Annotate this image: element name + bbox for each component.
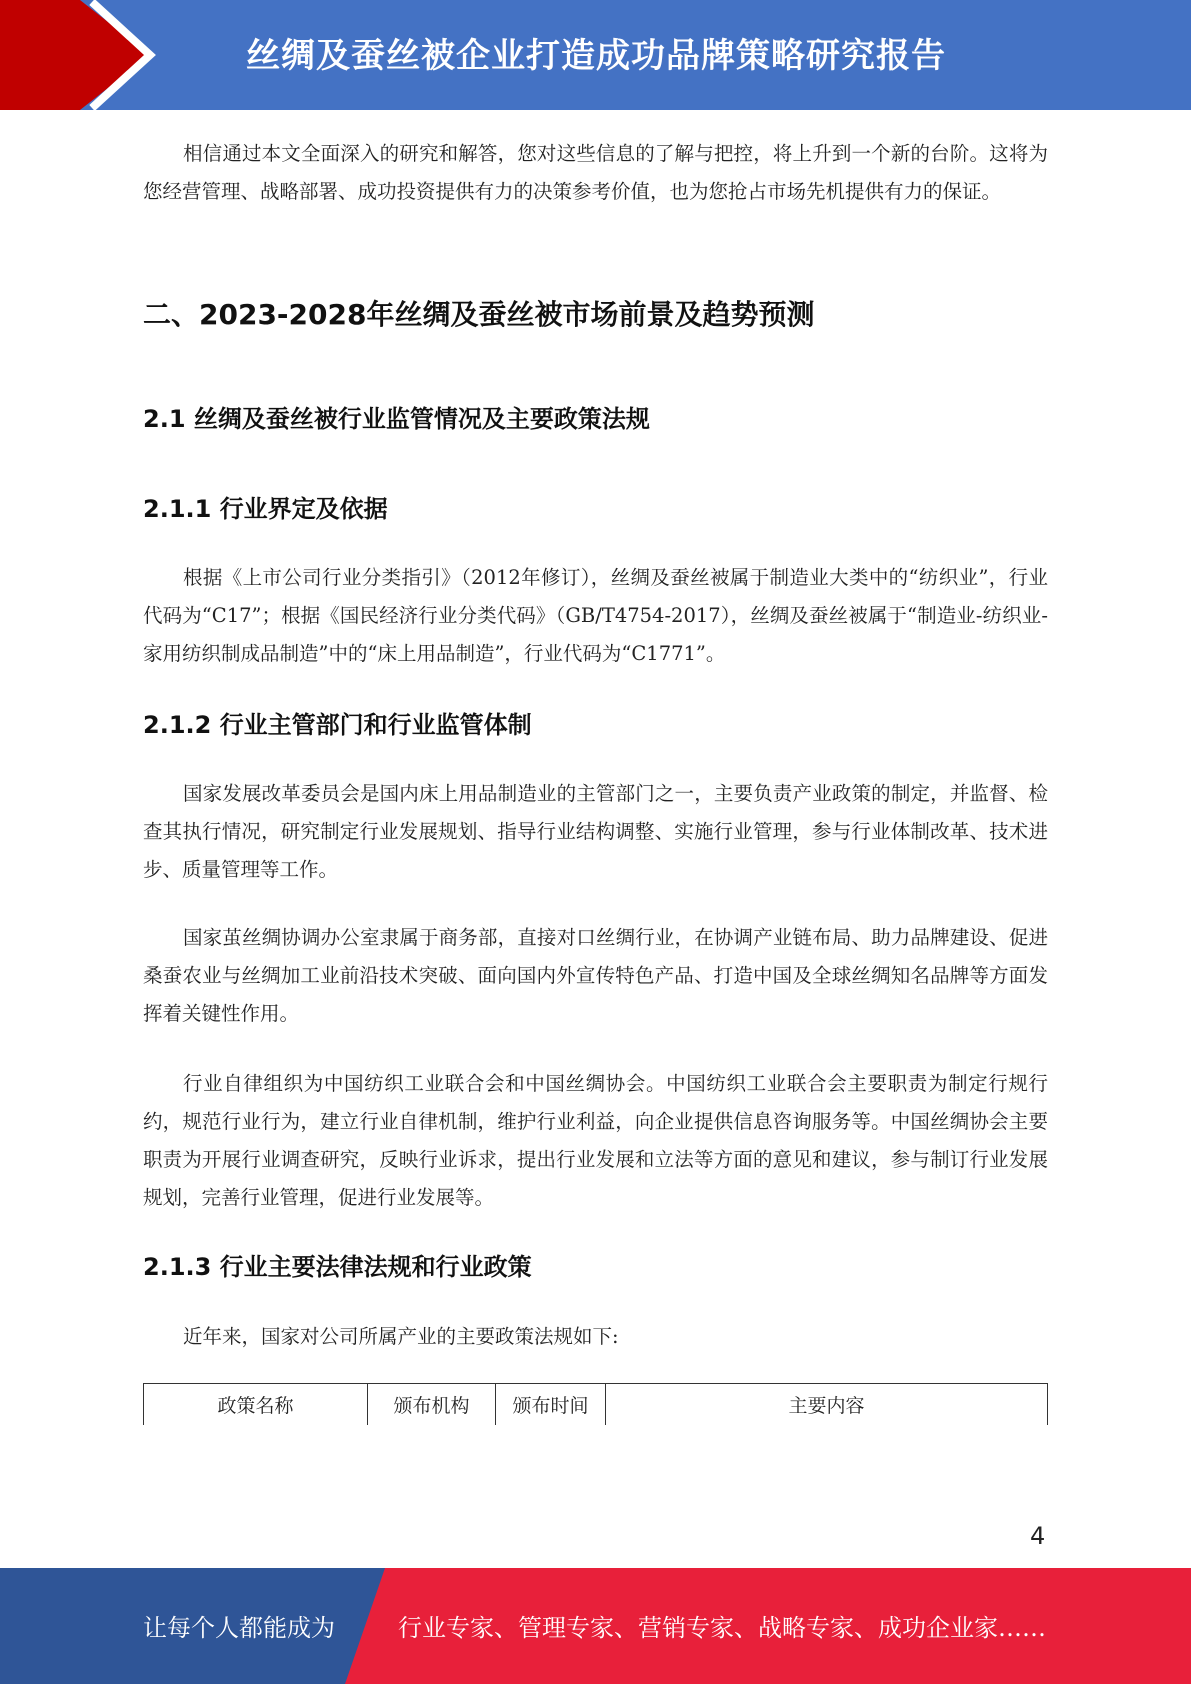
paragraph-2-1-2-b: 国家茧丝绸协调办公室隶属于商务部，直接对口丝绸行业，在协调产业链布局、助力品牌建设、促进桑蚕农业与丝绸加工业前沿技术突破、面向国内外宣传特色产品、打造中国及全球丝绸知名品牌等方面发挥着关键性作用。 xyxy=(143,926,1048,1025)
table-header-cell: 主要内容 xyxy=(606,1384,1048,1426)
paragraph-2-1-3: 近年来，国家对公司所属产业的主要政策法规如下: xyxy=(183,1325,619,1348)
policy-table-wrapper xyxy=(143,1383,1048,1425)
paragraph-2-1-1: 根据《上市公司行业分类指引》（2012年修订），丝绸及蚕丝被属于制造业大类中的“纺织业”，行业代码为“C17”；根据《国民经济行业分类代码》（GB/T4754-2017），丝绸及蚕丝被属于“制造业-纺织业-家用纺织制成品制造”中的“床上用品制造”，行业代码为“C1771”。 xyxy=(143,566,1048,665)
table-header-cell: 颁布时间 xyxy=(496,1384,606,1426)
header-title: 丝绸及蚕丝被企业打造成功品牌策略研究报告 xyxy=(246,36,946,76)
subsection-title-2-1-2: 2.1.2 行业主管部门和行业监管体制 xyxy=(143,711,532,739)
page-number: 4 xyxy=(1030,1522,1046,1550)
policy-table xyxy=(143,1383,1048,1425)
intro-paragraph: 相信通过本文全面深入的研究和解答，您对这些信息的了解与把控，将上升到一个新的台阶。这将为您经营管理、战略部署、成功投资提供有力的决策参考价值，也为您抢占市场先机提供有力的保证。 xyxy=(143,142,1048,203)
section-title: 二、2023-2028年丝绸及蚕丝被市场前景及趋势预测 xyxy=(143,298,815,331)
subsection-title-2-1-1: 2.1.1 行业界定及依据 xyxy=(143,495,388,523)
paragraph-2-1-2-c: 行业自律组织为中国纺织工业联合会和中国丝绸协会。中国纺织工业联合会主要职责为制定行规行约，规范行业行为，建立行业自律机制，维护行业利益，向企业提供信息咨询服务等。中国丝绸协会主要职责为开展行业调查研究，反映行业诉求，提出行业发展和立法等方面的意见和建议，参与制订行业发展规划，完善行业管理，促进行业发展等。 xyxy=(143,1072,1048,1209)
subsection-title-2-1-3: 2.1.3 行业主要法律法规和行业政策 xyxy=(143,1253,532,1281)
paragraph-2-1-2-a: 国家发展改革委员会是国内床上用品制造业的主管部门之一，主要负责产业政策的制定，并监督、检查其执行情况，研究制定行业发展规划、指导行业结构调整、实施行业管理，参与行业体制改革、技术进步、质量管理等工作。 xyxy=(143,782,1048,881)
table-header-cell: 颁布机构 xyxy=(368,1384,496,1426)
page-footer xyxy=(0,1568,1191,1684)
table-header-row xyxy=(144,1384,1048,1426)
header-chevron-decoration xyxy=(0,0,260,110)
subsection-title-2-1: 2.1 丝绸及蚕丝被行业监管情况及主要政策法规 xyxy=(143,405,650,433)
footer-right-text: 行业专家、管理专家、营销专家、战略专家、成功企业家…… xyxy=(398,1614,1046,1642)
footer-left-text: 让每个人都能成为 xyxy=(143,1614,335,1642)
page-header xyxy=(0,0,1191,110)
table-header-cell: 政策名称 xyxy=(144,1384,368,1426)
